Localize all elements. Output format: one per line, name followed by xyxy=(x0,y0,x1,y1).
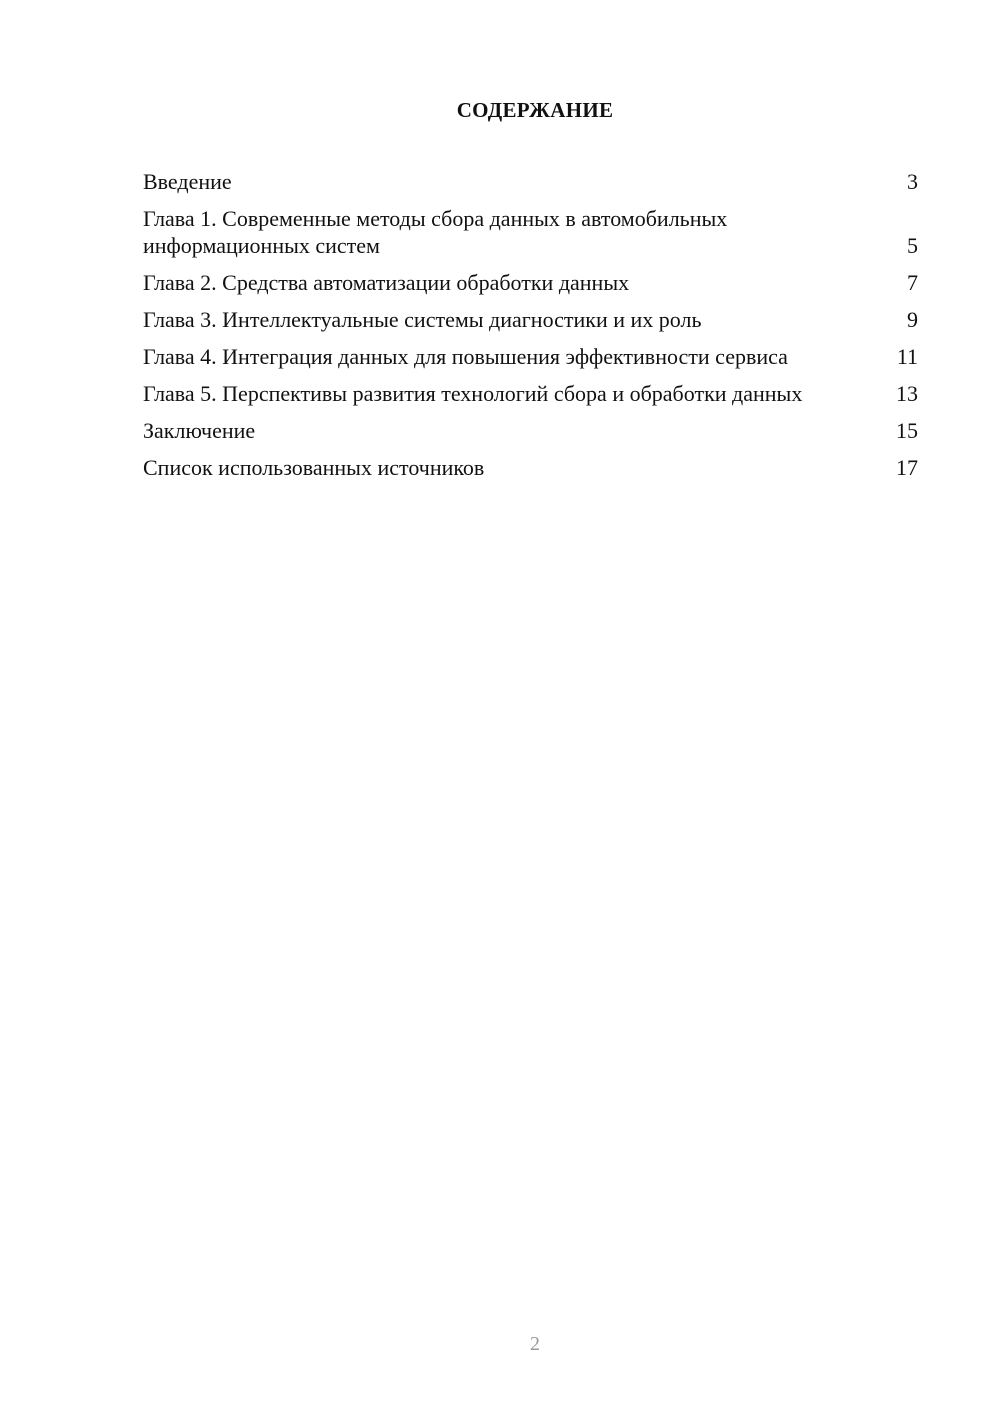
toc-list xyxy=(143,168,918,491)
toc-entry-title: Глава 5. Перспективы развития технологий сбора и обработки данных xyxy=(143,381,803,406)
toc-entry-page: 9 xyxy=(907,307,918,332)
toc-entry xyxy=(143,306,918,333)
toc-entry-page: 17 xyxy=(896,455,918,480)
toc-entry-page: 7 xyxy=(907,270,918,295)
toc-entry-title: Введение xyxy=(143,169,232,194)
toc-entry-title: Глава 4. Интеграция данных для повышения эффективности сервиса xyxy=(143,344,788,369)
page-number: 2 xyxy=(530,1333,540,1355)
toc-entry-title: Заключение xyxy=(143,418,256,443)
toc-entry xyxy=(143,343,918,370)
toc-entry-title: Глава 3. Интеллектуальные системы диагностики и их роль xyxy=(143,307,702,332)
toc-entry-title: Список использованных источников xyxy=(143,455,485,480)
toc-entry-page: 11 xyxy=(896,344,918,369)
toc-entry xyxy=(143,380,918,407)
toc-entry-title: Глава 2. Средства автоматизации обработки данных xyxy=(143,270,630,295)
toc-entry-page: 5 xyxy=(907,233,918,258)
toc-entry-page: 3 xyxy=(907,169,918,194)
toc-entry-page: 15 xyxy=(896,418,918,443)
toc-entry xyxy=(143,205,918,259)
toc-entry xyxy=(143,417,918,444)
toc-entry xyxy=(143,168,918,195)
toc-entry-page: 13 xyxy=(896,381,918,406)
toc-entry xyxy=(143,269,918,296)
toc-entry xyxy=(143,454,918,481)
toc-title: СОДЕРЖАНИЕ xyxy=(456,98,614,122)
toc-entry-title: Глава 1. Современные методы сбора данных в автомобильных информационных систем xyxy=(143,206,728,258)
